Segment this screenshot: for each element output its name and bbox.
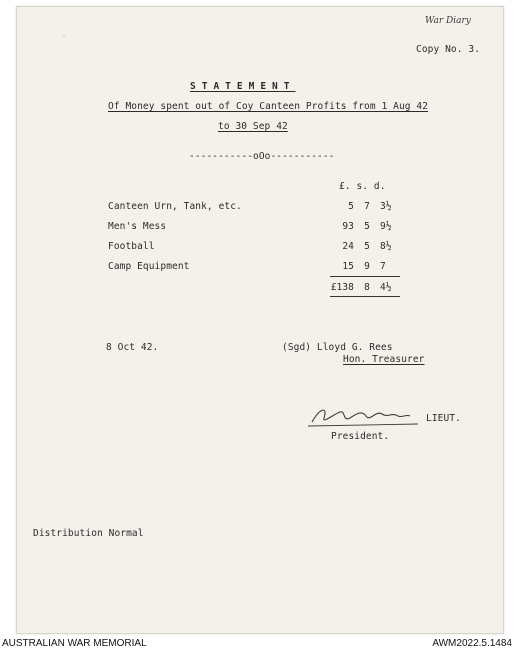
president-label: President. bbox=[331, 431, 390, 442]
distribution-note: Distribution Normal bbox=[33, 528, 144, 539]
war-diary-annotation: War Diary bbox=[425, 16, 471, 26]
item-label: Camp Equipment bbox=[108, 261, 190, 272]
total-shillings: 8 bbox=[364, 282, 370, 293]
punch-hole-mark: ◦ bbox=[62, 32, 68, 42]
handwritten-signature bbox=[306, 404, 422, 430]
item-label: Football bbox=[108, 241, 155, 252]
copy-number: Copy No. 3. bbox=[416, 44, 481, 55]
item-shillings: 9 bbox=[364, 261, 370, 272]
total-rule-bottom bbox=[330, 296, 400, 297]
item-shillings: 5 bbox=[364, 221, 370, 232]
item-pence: 8½ bbox=[380, 241, 392, 252]
statement-date: 8 Oct 42. bbox=[106, 342, 159, 353]
footer-institution: AUSTRALIAN WAR MEMORIAL bbox=[2, 638, 147, 649]
total-pence: 4½ bbox=[380, 282, 392, 293]
item-pounds: 15 bbox=[342, 261, 354, 272]
document-title: STATEMENT bbox=[190, 81, 296, 92]
signed-by: (Sgd) Lloyd G. Rees bbox=[282, 342, 393, 353]
signed-role: Hon. Treasurer bbox=[343, 354, 425, 365]
item-label: Canteen Urn, Tank, etc. bbox=[108, 201, 242, 212]
item-pence: 3½ bbox=[380, 201, 392, 212]
item-pounds: 93 bbox=[342, 221, 354, 232]
total-rule-top bbox=[330, 276, 400, 277]
rank-label: LIEUT. bbox=[426, 413, 461, 424]
item-shillings: 5 bbox=[364, 241, 370, 252]
total-pounds: £138 bbox=[330, 282, 354, 293]
item-pounds: 5 bbox=[348, 201, 354, 212]
item-pence: 9½ bbox=[380, 221, 392, 232]
item-pounds: 24 bbox=[342, 241, 354, 252]
subtitle-line-2: to 30 Sep 42 bbox=[218, 121, 288, 132]
footer-accession-number: AWM2022.5.1484 bbox=[432, 638, 512, 649]
currency-header: £. s. d. bbox=[339, 181, 386, 192]
subtitle-line-1: Of Money spent out of Coy Canteen Profits from 1 Aug 42 bbox=[108, 101, 429, 112]
item-pence: 7 bbox=[380, 261, 386, 272]
item-label: Men's Mess bbox=[108, 221, 167, 232]
item-shillings: 7 bbox=[364, 201, 370, 212]
separator-line: -----------oOo----------- bbox=[189, 151, 335, 162]
